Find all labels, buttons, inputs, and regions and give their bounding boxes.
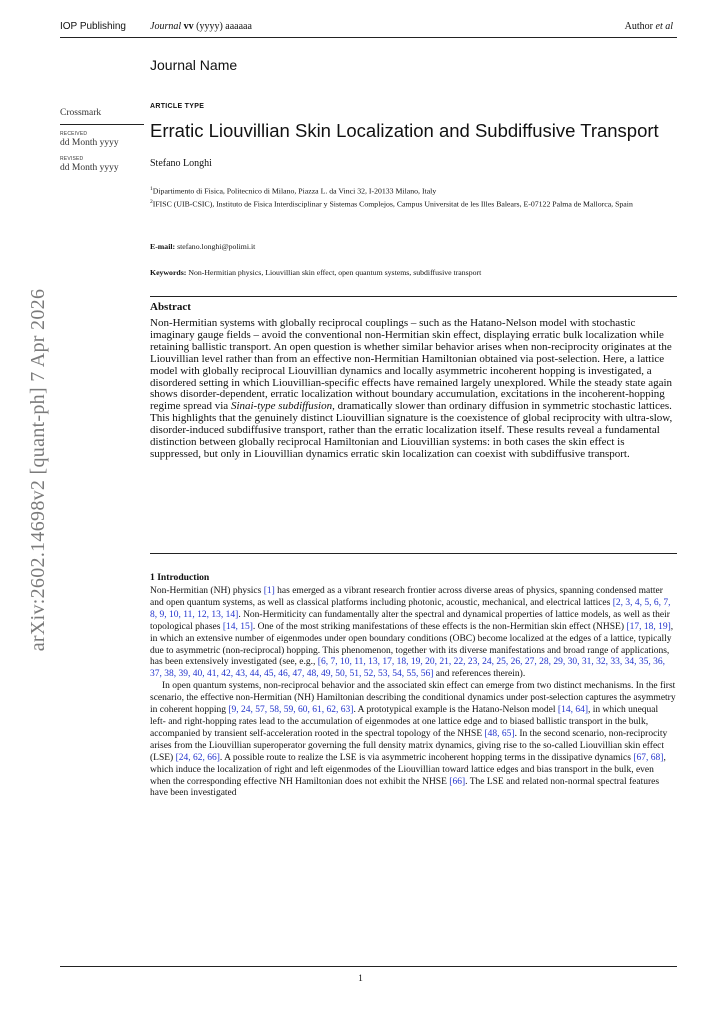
affiliation-text: IFISC (UIB-CSIC), Instituto de Fisica Interdisciplinar y Sistemas Complejos, Campus Universitat de les Illes Balears, E-07122 Palma de Mallorca, Spain	[152, 199, 633, 209]
citation-link[interactable]: [66]	[449, 776, 466, 787]
journal-name: Journal Name	[150, 57, 238, 73]
body-text: and references therein).	[433, 669, 526, 680]
journal-volume: vv	[183, 21, 194, 32]
email-line	[150, 242, 255, 251]
body-text: has emerged as a vibrant research frontier across diverse areas of physics, spanning condensed matter and open quantum systems, as well as classical platforms including photonic, acoustic, mechanical, and electrical lattices	[150, 586, 663, 608]
citation-link[interactable]: [2, 3, 4, 5, 6, 7, 8, 9, 10, 11, 12, 13, 14]	[150, 597, 671, 620]
paper-title: Erratic Liouvillian Skin Localization and Subdiffusive Transport	[150, 120, 659, 141]
running-author-name: Author	[624, 21, 653, 32]
citation-link[interactable]: [48, 65]	[484, 728, 515, 739]
abstract-text: Non-Hermitian systems with globally reciprocal couplings – such as the Hatano-Nelson model with stochastic imaginary gauge fields – avoid the conventional non-Hermitian skin effect, displaying erratic bulk localization while retaining ballistic transport. An open question is whether similar behavior arises when non-reciprocity originates at the Liouvillian level rather than from an effective non-Hermitian Hamiltonian obtained via post-selection. Here, a lattice model with globally reciprocal Liouvillian dynamics and locally asymmetric incoherent hopping is investigated, a disordered setting in which Liouvillian-specific effects have remained largely unexplored. While the steady state again shows disorder-dependent, erratic localization without boundary accumulation, excitations in the incoherent-hopping regime spread via	[150, 317, 673, 413]
revised-date: dd Month yyyy	[60, 163, 119, 173]
publisher-name: IOP Publishing	[60, 21, 126, 32]
received-label: RECEIVED	[60, 131, 88, 137]
received-date: dd Month yyyy	[60, 138, 119, 148]
citation-link[interactable]: [1]	[263, 586, 275, 596]
intro-paragraph-1	[150, 586, 676, 681]
body-text: . Non-Hermiticity can fundamentally alter the spectral and dynamical properties of lattice models, as well as their topological phases	[150, 609, 670, 632]
footer-rule	[60, 966, 677, 967]
article-type: ARTICLE TYPE	[150, 103, 205, 110]
intro-paragraph-2	[150, 681, 676, 800]
abstract-bottom-rule	[150, 553, 677, 554]
crossmark-label[interactable]: Crossmark	[60, 108, 102, 118]
affiliation-2	[150, 196, 670, 211]
email-label: E-mail:	[150, 242, 176, 251]
journal-year-pages: (yyyy) aaaaaa	[196, 21, 252, 32]
keywords-label: Keywords:	[150, 268, 187, 277]
abstract-top-rule	[150, 296, 677, 297]
affiliation-mark: 2	[150, 199, 153, 205]
body-text: . In the second scenario, non-reciprocity arises from the Liouvillian superoperator governing the full density matrix dynamics, giving rise to the so-called Liouvillian skin effect (LSE)	[150, 728, 668, 763]
body-text: , in which an extensive number of eigenmodes under open boundary conditions (OBC) become localized at the edges of a lattice, typically due to asymmetric (non-reciprocal) hopping. This phenomenon, together with its diverse manifestations and broad range of applications, has been extensively investigated (see, e.g.,	[150, 621, 674, 668]
sidebar-rule	[60, 124, 144, 125]
citation-link[interactable]: [6, 7, 10, 11, 13, 17, 18, 19, 20, 21, 22, 23, 24, 25, 26, 27, 28, 29, 30, 31, 32, 33, 34, 35, 36, 37, 38, 39, 40, 41, 42, 43, 44, 45, 46, 47, 48, 49, 50, 51, 52, 53, 54, 55, 56]	[150, 657, 665, 680]
abstract-italic: Sinai-type subdiffusion	[230, 400, 333, 413]
abstract-heading: Abstract	[150, 301, 191, 313]
abstract-body	[150, 318, 676, 461]
keywords-text: Non-Hermitian physics, Liouvillian skin effect, open quantum systems, subdiffusive transport	[188, 268, 482, 277]
journal-italic: Journal	[150, 21, 182, 32]
affiliation-mark: 1	[150, 186, 153, 192]
body-text: . The LSE and related non-normal spectral features have been investigated	[150, 776, 660, 799]
author-name: Stefano Longhi	[150, 158, 212, 169]
arxiv-identifier[interactable]: arXiv:2602.14698v2 [quant-ph] 7 Apr 2026	[27, 288, 49, 652]
revised-label: REVISED	[60, 156, 84, 162]
email-address[interactable]: stefano.longhi@polimi.it	[177, 242, 256, 251]
section-heading: 1 Introduction	[150, 572, 210, 583]
citation-link[interactable]: [14, 64]	[557, 705, 588, 716]
affiliation-text: Dipartimento di Fisica, Politecnico di Milano, Piazza L. da Vinci 32, I-20133 Milano, Italy	[152, 186, 437, 196]
intro-body	[150, 586, 676, 800]
body-text: . A possible route to realize the LSE is via asymmetric incoherent hopping terms in the dissipative dynamics	[219, 752, 634, 763]
citation-link[interactable]: [67, 68]	[633, 752, 664, 763]
running-author	[625, 21, 673, 32]
citation-link[interactable]: [9, 24, 57, 58, 59, 60, 61, 62, 63]	[228, 705, 354, 716]
header-rule	[60, 37, 677, 38]
body-text: Non-Hermitian (NH) physics	[150, 586, 264, 596]
body-text: . A prototypical example is the Hatano-Nelson model	[353, 705, 558, 716]
body-text: , in which unequal left- and right-hopping rates lead to the accumulation of eigenmodes at one lattice edge and to biased ballistic transport in the bulk, accompanied by transient self-acceleration rooted in the spectral topology of the NHSE	[150, 705, 659, 739]
abstract-text: , dramatically slower than ordinary diffusion in symmetric stochastic lattices. This highlights that the genuinely distinct Liouvillian signature is the coexistence of global reciprocity with ultra-slow, disorder-induced subdiffusive transport, rather than the erratic localization itself. These results reveal a fundamental distinction between globally reciprocal Hamiltonian and Liouvillian systems: in both cases the skin effect is suppressed, but only in Liouvillian dynamics erratic skin localization can coexist with subdiffusive transport.	[150, 400, 673, 460]
page-number: 1	[358, 974, 363, 984]
body-text: In open quantum systems, non-reciprocal behavior and the associated skin effect can emerge from two distinct mechanisms. In the first scenario, the effective non-Hermitian (NH) Hamiltonian describing the conditional dynamics under post-selection captures the asymmetry in coherent hopping	[150, 681, 676, 716]
citation-link[interactable]: [17, 18, 19]	[626, 621, 671, 632]
body-text: . One of the most striking manifestations of these effects is the non-Hermitian skin effect (NHSE)	[252, 621, 627, 632]
running-author-etal: et al	[655, 21, 673, 32]
keywords-line	[150, 268, 481, 277]
citation-link[interactable]: [24, 62, 66]	[175, 752, 220, 763]
citation-link[interactable]: [14, 15]	[222, 621, 253, 632]
journal-reference	[150, 21, 252, 32]
body-text: , which induce the localization of right and left eigenmodes of the Liouvillian toward lattice edges and bias transport in the bulk, even when the corresponding effective NH Hamiltonian does not exhibit the NHSE	[150, 752, 666, 787]
